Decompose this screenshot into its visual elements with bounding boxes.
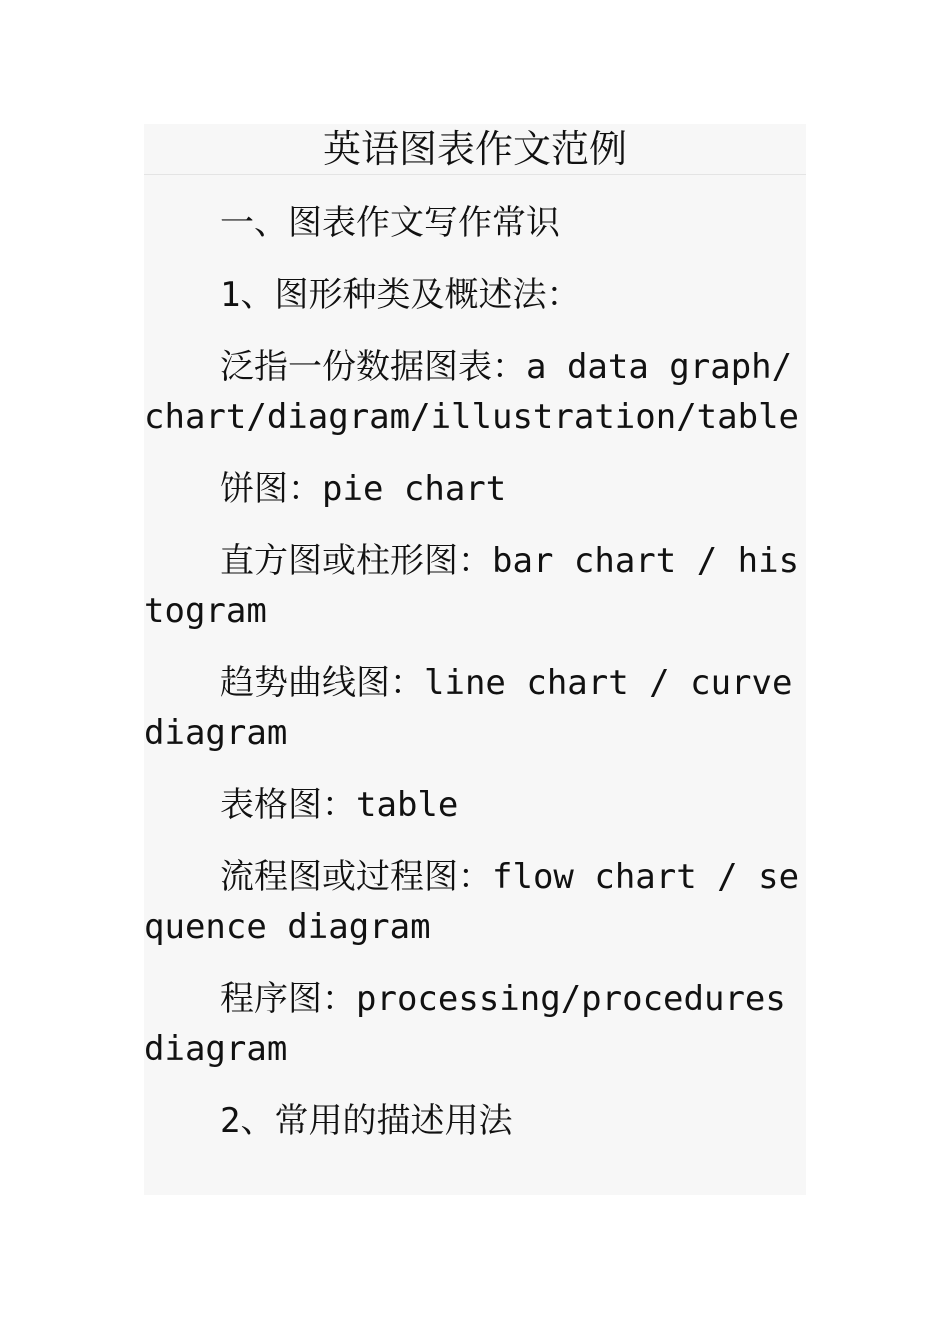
paragraph-line-chart: 趋势曲线图：line chart / curve diagram bbox=[144, 663, 793, 753]
paragraph-procedure-diagram: 程序图：processing/procedures diagram bbox=[144, 979, 786, 1069]
document-title: 英语图表作文范例 bbox=[144, 124, 806, 175]
subheading-chart-types: 1、图形种类及概述法： bbox=[220, 275, 581, 315]
section-heading-general-knowledge: 一、图表作文写作常识 bbox=[220, 203, 560, 243]
paragraph-flow-chart: 流程图或过程图：flow chart / sequence diagram bbox=[144, 857, 800, 947]
subheading-common-usage: 2、常用的描述用法 bbox=[220, 1101, 513, 1141]
document-panel bbox=[144, 124, 806, 1195]
paragraph-data-chart: 泛指一份数据图表：a data graph/chart/diagram/illustration/table bbox=[144, 347, 800, 437]
paragraph-bar-chart: 直方图或柱形图：bar chart / histogram bbox=[144, 541, 800, 631]
paragraph-pie-chart: 饼图：pie chart bbox=[220, 469, 507, 509]
document-body bbox=[144, 198, 806, 1146]
paragraph-table: 表格图：table bbox=[220, 785, 459, 825]
